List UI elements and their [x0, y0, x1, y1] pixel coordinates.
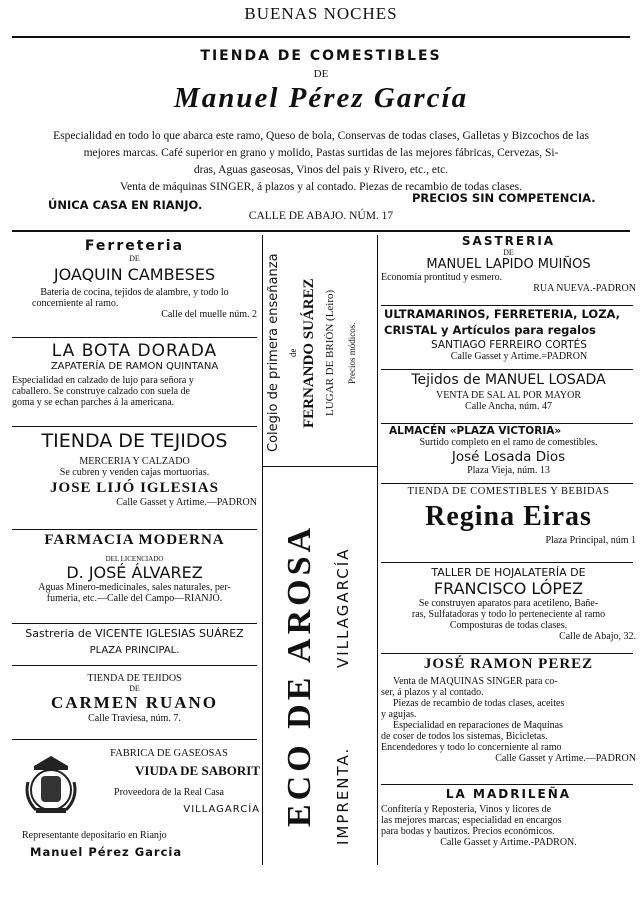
rule-l6 — [12, 739, 257, 740]
lapido-title: SASTRERIA — [461, 234, 556, 248]
farmacia-line1: Aguas Minero-medicinales, sales naturales, per- — [38, 582, 231, 593]
ramon-line5: Especialidad en reparaciones de Maquinas — [393, 720, 563, 731]
ferreteria-de: DE — [129, 254, 140, 263]
ad-ultramarinos — [384, 307, 634, 362]
top-ad-owner: Manuel Pérez García — [173, 82, 469, 114]
rule-r4 — [381, 483, 633, 484]
rule-r2 — [381, 369, 633, 370]
royal-crest-icon — [22, 752, 80, 816]
farmacia-title: FARMACIA MODERNA — [44, 532, 225, 548]
ramon-line3: Piezas de recambio de todas clases, aceites — [393, 698, 565, 709]
top-ad-address: CALLE DE ABAJO. NÚM. 17 — [248, 210, 394, 222]
ad-almacen — [381, 425, 636, 476]
regina-addr: Plaza Principal, núm 1 — [545, 535, 636, 546]
rule-r1 — [381, 305, 633, 306]
top-ad-right-note: PRECIOS SIN COMPETENCIA. — [412, 191, 596, 205]
rule-mid — [262, 466, 377, 467]
rule-l2 — [12, 426, 257, 427]
sastreria-vicente-line1: Sastreria de VICENTE IGLESIAS SUÁREZ — [25, 627, 244, 640]
rule-r7 — [381, 784, 633, 785]
ferreteria-line2: concerniente al ramo. — [32, 298, 119, 309]
tejidos-sub: MERCERIA Y CALZADO — [79, 456, 190, 467]
ferreteria-line1: Bateria de cocina, tejidos de alambre, y todo lo — [40, 287, 229, 298]
ramon-line8: Calle Gasset y Artime.—PADRON — [495, 753, 636, 764]
ruano-de: DE — [129, 684, 140, 693]
imprenta-text: IMPRENTA. — [334, 746, 352, 845]
gaseosas-line1: Proveedora de la Real Casa — [114, 787, 224, 798]
ramon-line2: ser, á plazos y al contado. — [381, 687, 484, 698]
top-ad-left-note: ÚNICA CASA EN RIANJO. — [48, 198, 203, 212]
rule-r5 — [381, 562, 633, 563]
ferreteria-line3: Calle del muelle núm. 2 — [161, 309, 257, 320]
losada-line2: VENTA DE SAL AL POR MAYOR — [435, 390, 582, 401]
rule-l1 — [12, 337, 257, 338]
almacen-addr: Plaza Vieja, núm. 13 — [467, 465, 550, 476]
ad-jose-ramon-perez — [381, 656, 636, 764]
ferreteria-name: JOAQUIN CAMBESES — [53, 265, 216, 284]
rule-l5 — [12, 665, 257, 666]
ad-tienda-tejidos — [12, 430, 257, 508]
top-ad-paragraph-1: Especialidad en todo lo que abarca este ramo, Queso de bola, Conservas de todas clases, Galletas y Bizcochos de las — [53, 130, 589, 142]
ad-losada — [381, 372, 636, 412]
hojalateria-line2: ras, Sulfatadoras y todo lo perteneciente al ramo — [411, 609, 606, 620]
ramon-name: JOSÉ RAMON PEREZ — [423, 656, 594, 672]
hojalateria-name: FRANCISCO LÓPEZ — [433, 579, 584, 598]
rule-r3 — [381, 423, 633, 424]
madrilena-line2: las mejores marcas; especialidad en encargos — [381, 815, 562, 826]
gaseosas-line3: Representante depositario en Rianjo — [22, 830, 167, 841]
hojalateria-line1: Se construyen aparatos para acetileno, Bañe- — [418, 598, 599, 609]
gaseosas-t1: FABRICA DE GASEOSAS — [110, 748, 228, 759]
villagarcia-text: VILLAGARCÍA — [334, 547, 352, 668]
colegio-precios: Precios módicos. — [347, 322, 357, 384]
ultra-line2: CRISTAL y Artículos para regalos — [384, 323, 596, 337]
madrilena-line1: Confitería y Reposteria, Vinos y licores de — [381, 804, 552, 815]
ad-madrilena — [381, 787, 636, 848]
lapido-de: DE — [503, 248, 514, 257]
top-ad-paragraph-3: dras, Aguas gaseosas, Vinos del pais y Rivero, etc., etc. — [193, 164, 449, 176]
gaseosas-line4: Manuel Pérez Garcia — [30, 845, 183, 859]
bota-line3: goma y se echan parches á la americana. — [12, 397, 175, 408]
madrilena-line3: para bodas y bautizos. Precios económicos. — [381, 826, 555, 837]
ad-gaseosas — [78, 748, 260, 815]
ruano-t1: TIENDA DE TEJIDOS — [87, 673, 182, 684]
regina-name: Regina Eiras — [425, 501, 592, 532]
almacen-line2: Surtido completo en el ramo de comestibles. — [419, 437, 598, 448]
ramon-line1: Venta de MAQUINAS SINGER para co- — [393, 676, 558, 687]
ramon-line4: y agujas. — [381, 709, 417, 720]
ramon-line6: de coser de todos los sistemas, Bicicletas. — [381, 731, 548, 742]
rule-r6 — [381, 653, 633, 654]
rule-l3 — [12, 529, 257, 530]
colegio-name: FERNANDO SUÁREZ — [301, 278, 317, 428]
bota-sub: ZAPATERÍA DE RAMON QUINTANA — [50, 361, 219, 372]
ad-regina — [381, 486, 636, 546]
page-header-title: BUENAS NOCHES — [244, 4, 398, 23]
lapido-line2: RUA NUEVA.-PADRON — [533, 283, 636, 294]
top-ad-paragraph-4: Venta de máquinas SINGER, á plazos y al contado. Piezas de recambio de todas clases. — [119, 181, 523, 193]
tejidos-addr: Calle Gasset y Artime.—PADRON — [116, 497, 257, 508]
madrilena-line4: Calle Gasset y Artime.-PADRON. — [440, 837, 577, 848]
hojalateria-line3: Composturas de todas clases. — [449, 620, 568, 631]
ad-ferreteria — [12, 238, 257, 320]
bota-title: LA BOTA DORADA — [51, 341, 218, 361]
madrilena-title: LA MADRILEÑA — [445, 787, 572, 801]
lapido-line1: Economía prontitud y esmero. — [381, 272, 503, 283]
gaseosas-name: VIUDA DE SABORIT — [135, 763, 260, 778]
ultra-line1: ULTRAMARINOS, FERRETERIA, LOZA, — [384, 307, 621, 321]
tejidos-name: JOSE LIJÓ IGLESIAS — [50, 480, 219, 496]
almacen-name: José Losada Dios — [451, 449, 566, 465]
bota-line1: Especialidad en calzado de lujo para señora y — [12, 375, 194, 386]
rule-l4 — [12, 623, 257, 624]
ruano-name: CARMEN RUANO — [50, 693, 219, 712]
farmacia-sub: DEL LICENCIADO — [105, 555, 164, 563]
tejidos-line1: Se cubren y venden cajas mortuorias. — [59, 467, 210, 478]
hojalateria-line4: Calle de Abajo, 32. — [559, 631, 636, 642]
column-rule-left — [262, 235, 263, 865]
ad-bota-dorada — [12, 341, 257, 408]
top-ad-rule — [12, 230, 630, 232]
losada-line3: Calle Ancha, núm. 47 — [465, 401, 552, 412]
ultra-line3: SANTIAGO FERREIRO CORTÉS — [431, 339, 587, 351]
ad-hojalateria — [381, 566, 636, 642]
gaseosas-line2: VILLAGARCÍA — [183, 804, 260, 815]
farmacia-name: D. JOSÉ ÁLVAREZ — [66, 563, 203, 582]
ad-carmen-ruano — [12, 673, 257, 724]
ramon-line7: Encendedores y todo lo concerniente al ramo — [381, 742, 562, 753]
ferreteria-title: Ferreteria — [84, 238, 185, 254]
top-ad-line1: TIENDA DE COMESTIBLES — [200, 48, 442, 64]
lapido-name: MANUEL LAPIDO MUIÑOS — [426, 257, 591, 272]
colegio-lugar: LUGAR DE BRIÓN (Leiro) — [324, 289, 336, 417]
colegio-de: de — [288, 348, 298, 358]
losada-line1: Tejidos de MANUEL LOSADA — [411, 372, 606, 388]
colegio-text: Colegio de primera enseñanza — [266, 253, 281, 453]
farmacia-line2: fumeria, etc.—Calle del Campo—RIANJO. — [46, 593, 223, 604]
ultra-line4: Calle Gasset y Artime.=PADRON — [450, 351, 588, 362]
column-rule-right — [377, 235, 378, 865]
ad-sastreria-lapido — [381, 234, 636, 294]
hojalateria-t1: TALLER DE HOJALATERÍA DE — [431, 566, 586, 579]
header-rule — [12, 36, 630, 38]
tejidos-title: TIENDA DE TEJIDOS — [41, 430, 228, 452]
regina-t1: TIENDA DE COMESTIBLES Y BEBIDAS — [407, 486, 610, 497]
ruano-addr: Calle Traviesa, núm. 7. — [88, 713, 181, 724]
sastreria-vicente-line2: PLAZA PRINCIPAL. — [89, 645, 180, 656]
top-ad-paragraph-2: mejores marcas. Café superior en grano y molido, Pastas surtidas de las mejores fábricas, Cervezas, Si- — [83, 147, 559, 159]
top-ad-line2: DE — [313, 68, 329, 80]
ad-sastreria-vicente — [12, 627, 257, 656]
bota-line2: caballero. Se construye calzado con suela de — [12, 386, 190, 397]
ad-farmacia — [12, 532, 257, 604]
eco-de-arosa: ECO DE AROSA — [281, 523, 318, 827]
almacen-line1: ALMACÉN «PLAZA VICTORIA» — [389, 425, 562, 437]
